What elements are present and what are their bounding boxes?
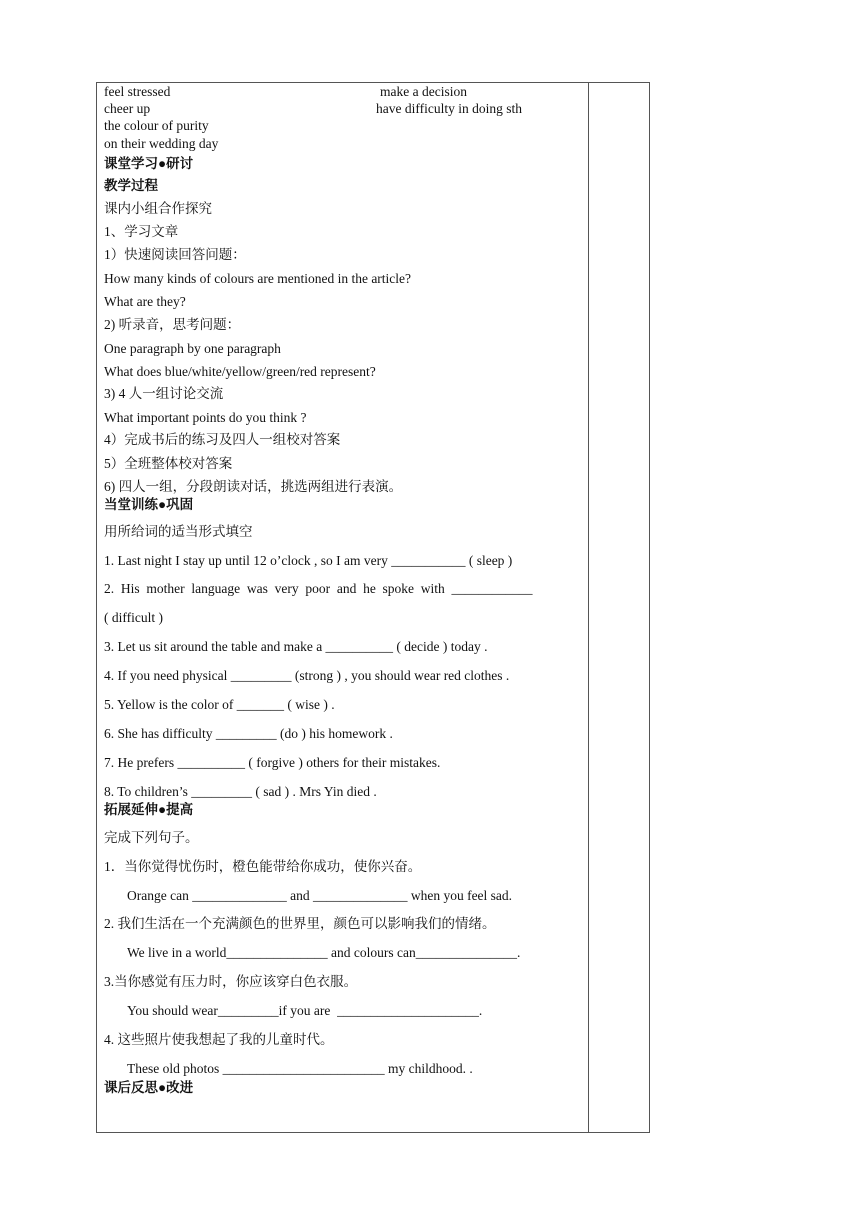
question-text: One paragraph by one paragraph: [104, 341, 281, 356]
exercise-item: 5. Yellow is the color of _______ ( wise ) .: [104, 697, 335, 712]
section-heading-study: 课堂学习●研讨: [104, 156, 194, 171]
sentence-chinese: 3.当你感觉有压力时，你应该穿白色衣服。: [104, 974, 358, 989]
table-column-divider: [588, 82, 589, 1133]
exercise-item: 4. If you need physical _________ (strong ) , you should wear red clothes .: [104, 668, 510, 683]
exercise-item: 2. His mother language was very poor and he spoke with ____________: [104, 581, 533, 596]
sentence-english: We live in a world_______________ and colours can_______________.: [127, 945, 521, 960]
sentence-chinese: 1．当你觉得忧伤时，橙色能带给你成功，使你兴奋。: [104, 859, 422, 874]
process-title: 教学过程: [104, 178, 158, 193]
exercise-item: ( difficult ): [104, 610, 163, 625]
practice-instruction: 用所给词的适当形式填空: [104, 524, 253, 539]
section-heading-reflection: 课后反思●改进: [104, 1080, 194, 1095]
exercise-item: 8. To children’s _________ ( sad ) . Mrs Yin died .: [104, 784, 377, 799]
exercise-item: 3. Let us sit around the table and make a __________ ( decide ) today .: [104, 639, 488, 654]
section-heading-extension: 拓展延伸●提高: [104, 802, 194, 817]
vocab-phrase: feel stressed: [104, 84, 171, 99]
exercise-item: 1. Last night I stay up until 12 o’clock , so I am very ___________ ( sleep ): [104, 553, 513, 568]
step-text: 5）全班整体校对答案: [104, 456, 233, 471]
sentence-chinese: 4. 这些照片使我想起了我的儿童时代。: [104, 1032, 334, 1047]
step-text: 1）快速阅读回答问题：: [104, 247, 246, 262]
question-text: What important points do you think ?: [104, 410, 307, 425]
vocab-phrase: make a decision: [380, 84, 467, 99]
question-text: What are they?: [104, 294, 186, 309]
exercise-item: 7. He prefers __________ ( forgive ) others for their mistakes.: [104, 755, 441, 770]
extension-instruction: 完成下列句子。: [104, 830, 199, 845]
vocab-phrase: on their wedding day: [104, 136, 219, 151]
vocab-phrase: cheer up: [104, 101, 151, 116]
exercise-item: 6. She has difficulty _________ (do ) his homework .: [104, 726, 393, 741]
sentence-chinese: 2. 我们生活在一个充满颜色的世界里，颜色可以影响我们的情绪。: [104, 916, 496, 931]
step-text: 1、学习文章: [104, 224, 179, 239]
question-text: What does blue/white/yellow/green/red represent?: [104, 364, 376, 379]
vocab-phrase: have difficulty in doing sth: [376, 101, 522, 116]
step-text: 3) 4 人一组讨论交流: [104, 386, 224, 401]
step-text: 2) 听录音，思考问题：: [104, 317, 241, 332]
step-text: 4）完成书后的练习及四人一组校对答案: [104, 432, 341, 447]
vocab-phrase: the colour of purity: [104, 118, 209, 133]
group-title: 课内小组合作探究: [104, 201, 212, 216]
section-heading-practice: 当堂训练●巩固: [104, 497, 194, 512]
sentence-english: You should wear_________if you are _____________________.: [127, 1003, 483, 1018]
question-text: How many kinds of colours are mentioned in the article?: [104, 271, 412, 286]
step-text: 6) 四人一组，分段朗读对话，挑选两组进行表演。: [104, 479, 403, 494]
sentence-english: Orange can ______________ and ______________ when you feel sad.: [127, 888, 513, 903]
sentence-english: These old photos ________________________ my childhood. .: [127, 1061, 473, 1076]
